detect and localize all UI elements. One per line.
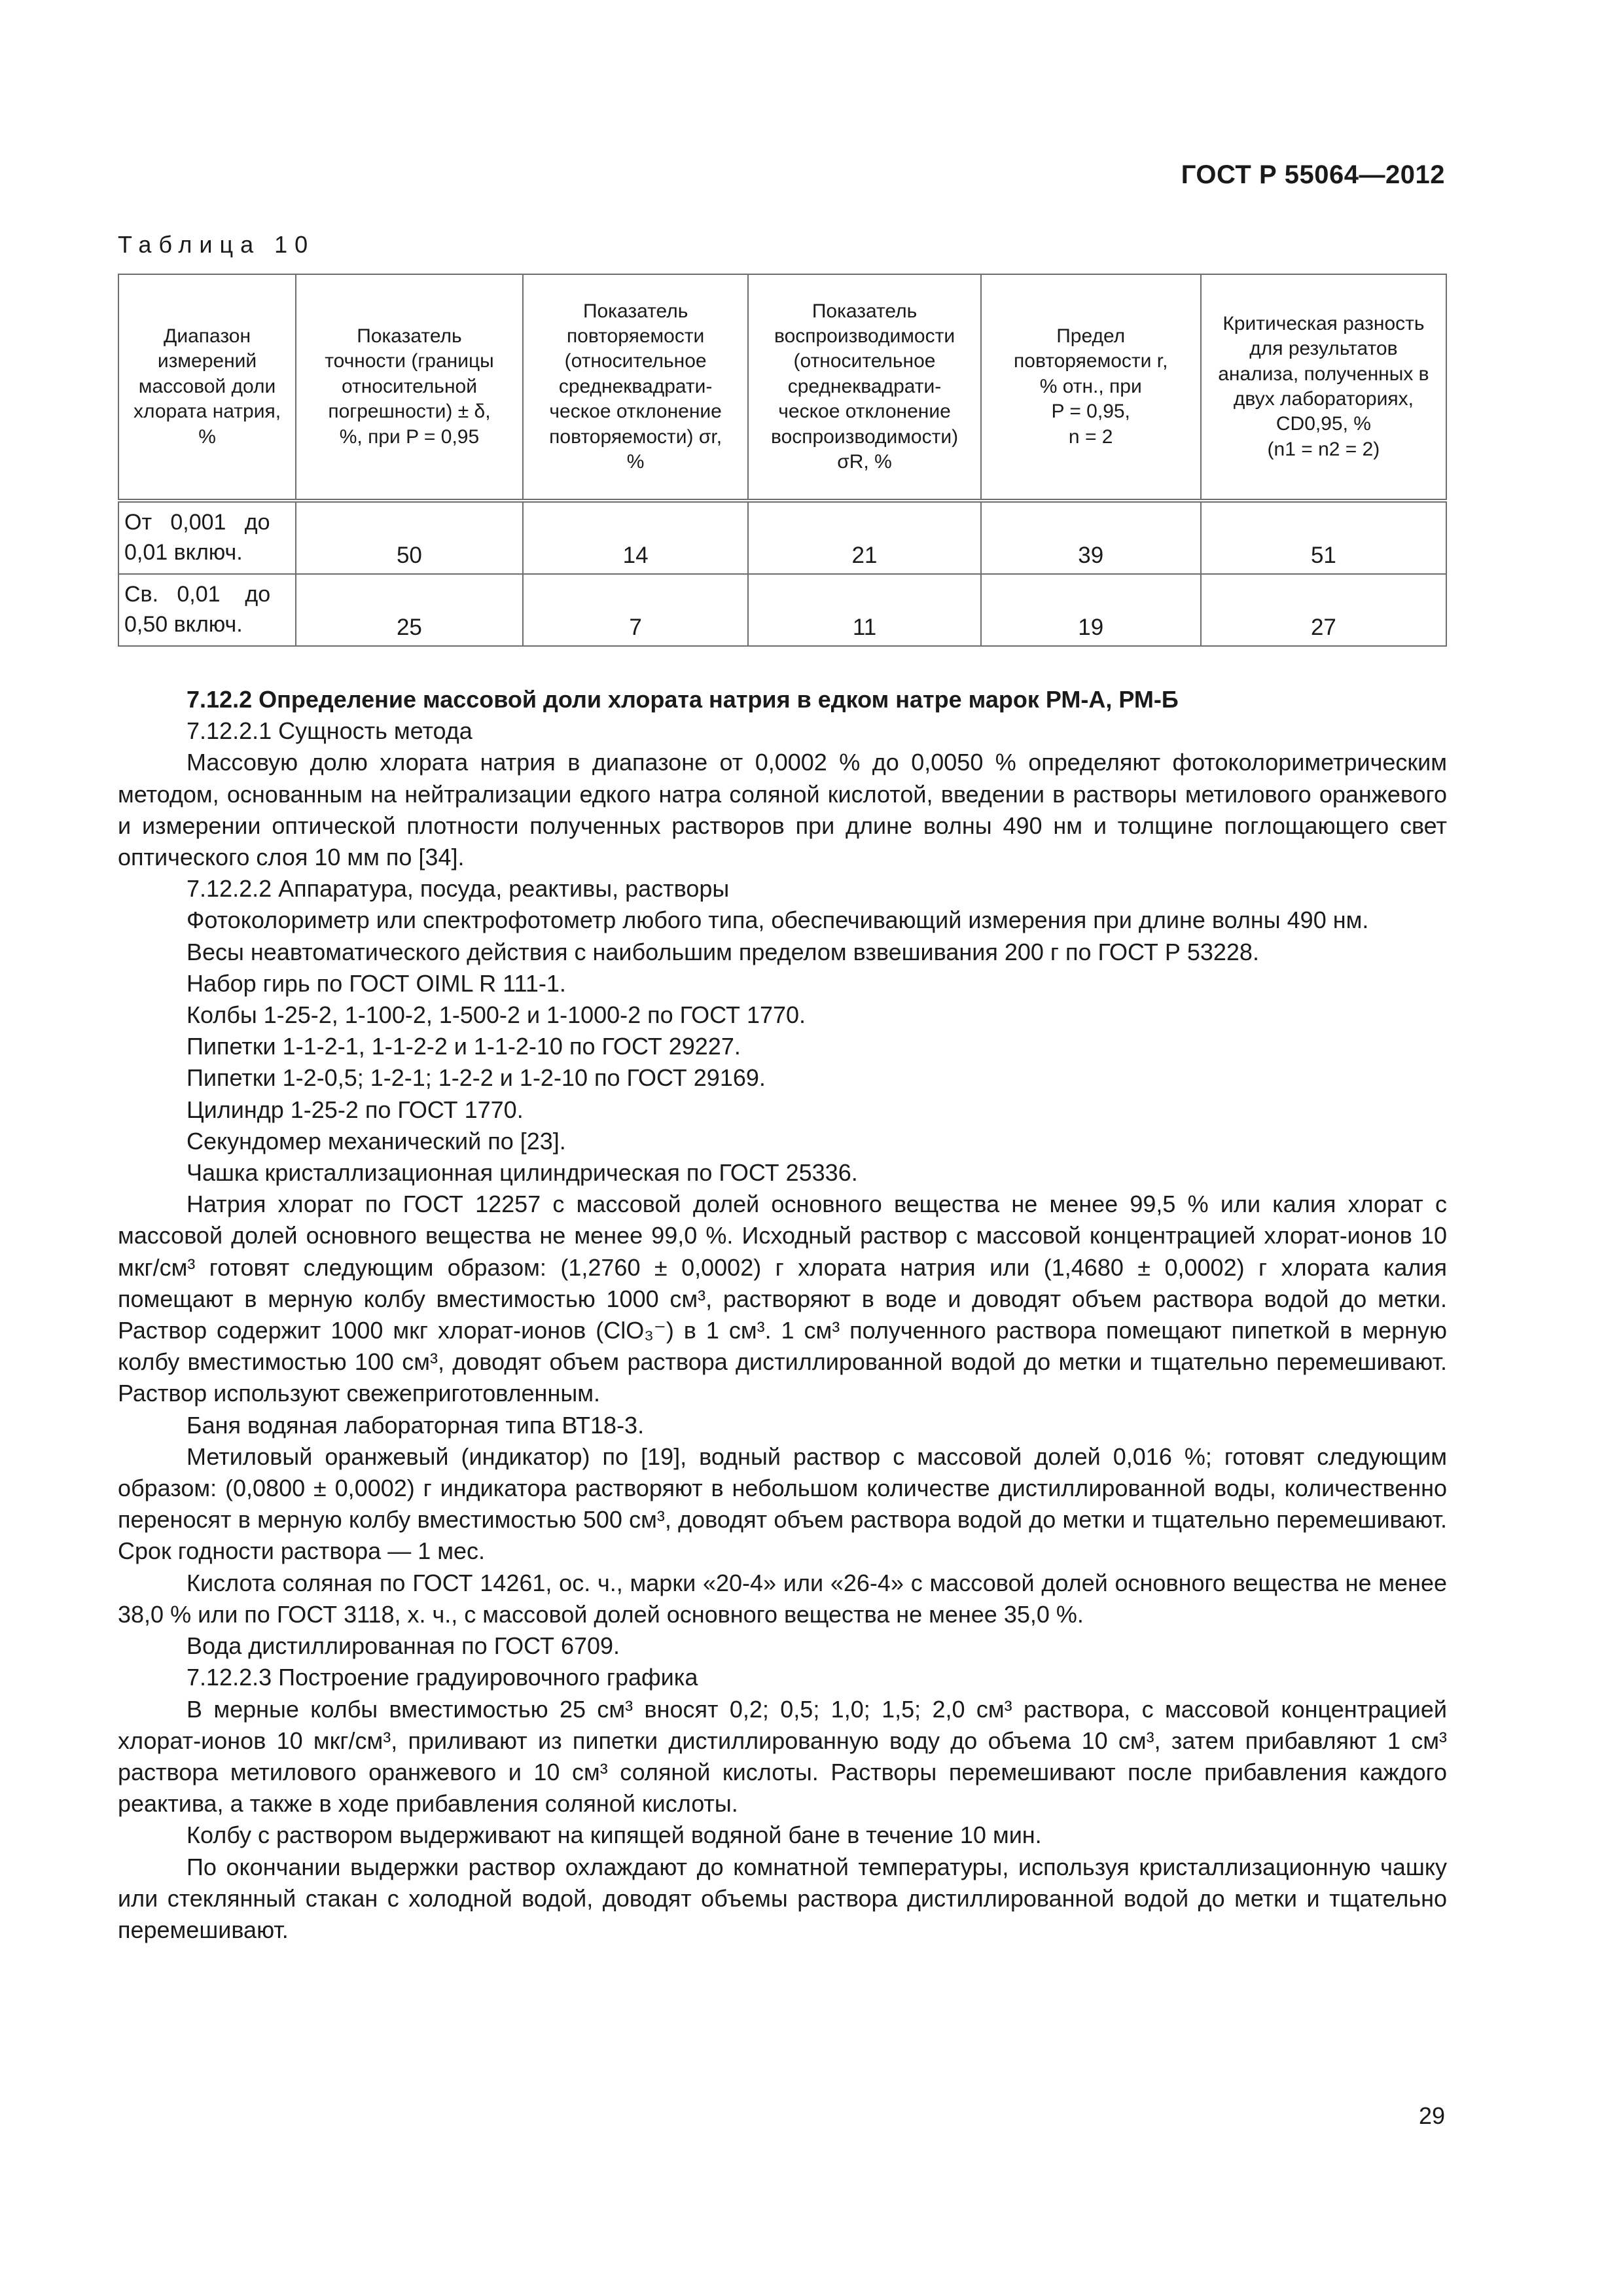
paragraph: 7.12.2.3 Построение градуировочного графика — [187, 1664, 698, 1691]
paragraph: Секундомер механический по [23]. — [187, 1127, 566, 1155]
column-header — [1201, 274, 1446, 501]
value-cell: 50 — [296, 501, 523, 574]
column-header — [748, 274, 980, 501]
table-row — [118, 574, 1446, 646]
column-header — [981, 274, 1201, 501]
section-heading: 7.12.2 Определение массовой доли хлората натрия в едком натре марок РМ-А, РМ-Б — [187, 686, 1179, 713]
value-cell: 27 — [1201, 574, 1446, 646]
standard-designation: ГОСТ Р 55064—2012 — [1181, 160, 1445, 189]
paragraph: Весы неавтоматического действия с наибольшим пределом взвешивания 200 г по ГОСТ Р 53228. — [187, 938, 1259, 965]
table-body — [118, 501, 1446, 646]
results-table — [118, 274, 1447, 647]
column-header-line: % — [198, 425, 216, 448]
column-header-line: Показатель — [812, 300, 918, 322]
column-header-line: (относительное — [564, 350, 707, 372]
value-cell: 21 — [748, 501, 980, 574]
column-header — [523, 274, 749, 501]
column-header-line: (n1 = n2 = 2) — [1267, 438, 1380, 460]
column-header-line: погрешности) ± δ, — [328, 401, 491, 423]
column-header-line: для результатов — [1249, 338, 1398, 360]
range-line: Св. 0,01 до — [124, 582, 271, 607]
paragraph: 7.12.2.2 Аппаратура, посуда, реактивы, растворы — [187, 875, 730, 903]
column-header-line: измерений — [157, 350, 257, 372]
value-cell: 25 — [296, 574, 523, 646]
paragraph: Набор гирь по ГОСТ OIML R 111-1. — [187, 969, 566, 997]
range-cell — [118, 501, 296, 574]
column-header-line: анализа, полученных в — [1218, 363, 1429, 385]
paragraph: Чашка кристаллизационная цилиндрическая по ГОСТ 25336. — [187, 1159, 858, 1187]
column-header-line: хлората натрия, — [134, 401, 281, 423]
range-line: 0,01 включ. — [124, 540, 243, 565]
column-header-line: двух лабораториях, — [1233, 388, 1414, 410]
column-header-line: % отн., при — [1039, 375, 1142, 397]
paragraph: Массовую долю хлората натрия в диапазоне от 0,0002 % до 0,0050 % определяют фотоколориметрическим методом, основанным на нейтрализации едкого натра соляной кислотой, введении в растворы метилового оранжевого и измерении оптической плотности полученных растворов при длине волны 490 нм и толщине поглощающего свет оптического слоя 10 мм по [34]. — [118, 749, 1447, 871]
table-header-row — [118, 274, 1446, 501]
paragraph: Натрия хлорат по ГОСТ 12257 с массовой долей основного вещества не менее 99,5 % или калия хлорат с массовой долей основного вещества не менее 99,0 %. Исходный раствор с массовой концентрацией хлорат-ионов 10 мкг/см³ готовят следующим образом: (1,2760 ± 0,0002) г хлората натрия или (1,4680 ± 0,0002) г хлората калия помещают в мерную колбу вместимостью 1000 см³, растворяют в воде и доводят объем раствора водой до метки. Раствор содержит 1000 мкг хлорат-ионов (ClO₃⁻) в 1 см³. 1 см³ полученного раствора помещают пипеткой в мерную колбу вместимостью 100 см³, доводят объем раствора дистиллированной водой до метки и тщательно перемешивают. Раствор используют свежеприготовленным. — [118, 1191, 1447, 1407]
paragraph: Пипетки 1-2-0,5; 1-2-1; 1-2-2 и 1-2-10 по ГОСТ 29169. — [187, 1064, 766, 1092]
column-header-line: P = 0,95, — [1051, 401, 1130, 423]
column-header-line: точности (границы — [325, 350, 494, 372]
column-header-line: Показатель — [582, 300, 688, 322]
paragraph: Колбу с раствором выдерживают на кипящей водяной бане в течение 10 мин. — [187, 1821, 1042, 1849]
column-header-line: ческое отклонение — [549, 401, 722, 423]
paragraph: Фотоколориметр или спектрофотометр любого типа, обеспечивающий измерения при длине волны 490 нм. — [187, 906, 1369, 934]
column-header-line: Предел — [1056, 325, 1126, 348]
column-header-line: Диапазон — [164, 325, 251, 348]
column-header-line: массовой доли — [138, 375, 276, 397]
page-number: 29 — [1418, 2102, 1445, 2129]
column-header-line: Показатель — [357, 325, 462, 348]
paragraph: В мерные колбы вместимостью 25 см³ вносят 0,2; 0,5; 1,0; 1,5; 2,0 см³ раствора, с массовой концентрацией хлорат-ионов 10 мкг/см³, приливают из пипетки дистиллированную воду до объема 10 см³, затем прибавляют 1 см³ раствора метилового оранжевого и 10 см³ соляной кислоты. Растворы перемешивают после прибавления каждого реактива, а также в ходе прибавления соляной кислоты. — [118, 1695, 1447, 1818]
column-header — [296, 274, 523, 501]
paragraph: Колбы 1-25-2, 1-100-2, 1-500-2 и 1-1000-2 по ГОСТ 1770. — [187, 1001, 806, 1029]
table-row — [118, 501, 1446, 574]
range-line: 0,50 включ. — [124, 612, 243, 637]
column-header-line: повторяемости r, — [1014, 350, 1168, 372]
column-header-line: σR, % — [837, 450, 892, 473]
column-header-line: относительной — [341, 375, 477, 397]
value-cell: 7 — [523, 574, 749, 646]
value-cell: 39 — [981, 501, 1201, 574]
paragraph: Цилиндр 1-25-2 по ГОСТ 1770. — [187, 1096, 524, 1123]
column-header-line: ческое отклонение — [778, 401, 951, 423]
value-cell: 11 — [748, 574, 980, 646]
paragraph: Баня водяная лабораторная типа ВТ18-3. — [187, 1411, 645, 1439]
value-cell: 14 — [523, 501, 749, 574]
column-header-line: повторяемости — [566, 325, 705, 348]
range-line: От 0,001 до — [124, 510, 270, 535]
value-cell: 51 — [1201, 501, 1446, 574]
column-header-line: (относительное — [793, 350, 936, 372]
column-header-line: повторяемости) σr, — [549, 425, 722, 448]
table-caption: Таблица 10 — [118, 231, 315, 258]
column-header-line: CD0,95, % — [1275, 413, 1371, 435]
paragraph: По окончании выдержки раствор охлаждают до комнатной температуры, используя кристаллизационную чашку или стеклянный стакан с холодной водой, доводят объемы раствора дистиллированной водой до метки и тщательно перемешивают. — [118, 1853, 1447, 1943]
value-cell: 19 — [981, 574, 1201, 646]
column-header-line: Критическая разность — [1222, 312, 1425, 334]
section-body — [118, 684, 1447, 1946]
column-header-line: % — [626, 450, 645, 473]
column-header-line: воспроизводимости — [774, 325, 955, 348]
paragraph: Вода дистиллированная по ГОСТ 6709. — [187, 1632, 620, 1660]
column-header-line: среднеквадрати- — [787, 375, 942, 397]
paragraph: Метиловый оранжевый (индикатор) по [19], водный раствор с массовой долей 0,016 %; готовят следующим образом: (0,0800 ± 0,0002) г индикатора растворяют в небольшом количестве дистиллированной воды, количественно переносят в мерную колбу вместимостью 500 см³, доводят объем раствора водой до метки и тщательно перемешивают. Срок годности раствора — 1 мес. — [118, 1443, 1447, 1565]
range-cell — [118, 574, 296, 646]
paragraph: 7.12.2.1 Сущность метода — [187, 717, 473, 745]
column-header-line: воспроизводимости) — [770, 425, 959, 448]
column-header-line: среднеквадрати- — [558, 375, 713, 397]
column-header — [118, 274, 296, 501]
column-header-line: n = 2 — [1068, 425, 1113, 448]
paragraph: Кислота соляная по ГОСТ 14261, ос. ч., марки «20-4» или «26-4» с массовой долей основного вещества не менее 38,0 % или по ГОСТ 3118, х. ч., с массовой долей основного вещества не менее 35,0 %. — [118, 1569, 1447, 1628]
paragraph: Пипетки 1-1-2-1, 1-1-2-2 и 1-1-2-10 по ГОСТ 29227. — [187, 1033, 741, 1060]
column-header-line: %, при P = 0,95 — [339, 425, 480, 448]
